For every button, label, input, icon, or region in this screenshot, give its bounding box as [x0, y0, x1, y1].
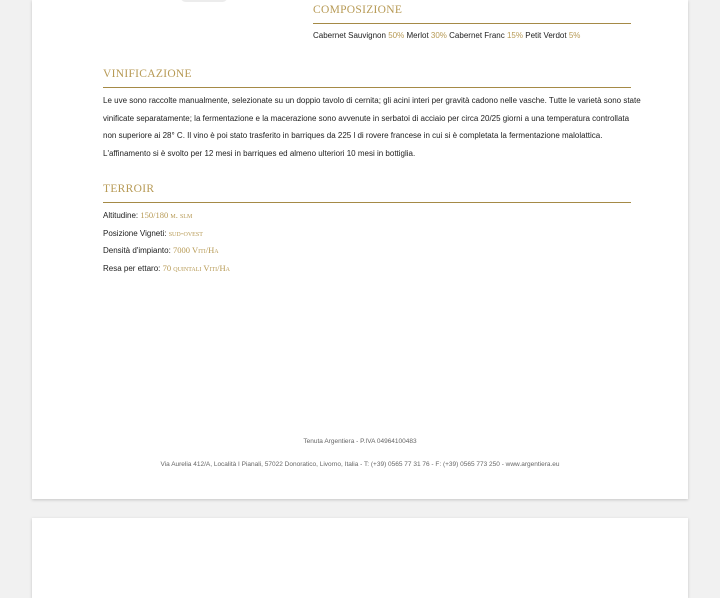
vinificazione-title: VINIFICAZIONE	[103, 68, 192, 80]
composizione-title: COMPOSIZIONE	[313, 4, 403, 16]
terroir-item	[103, 262, 230, 280]
grape-percent: 50%	[388, 31, 405, 40]
vinificazione-text: Le uve sono raccolte manualmente, selezionate su un doppio tavolo di cernita; gli acini interi per gravità cadono nelle vasche. Tutte le varietà sono state vinificate separatamente; la fermentazione e la macerazione sono avvenute in serbatoi di acciaio per circa 20/25 giorni a una temperatura controllata non superiore ai 28° C. Il vino è poi stato trasferito in barriques da 225 l di rovere francese in cui si è completata la fermentazione malolattica. L'affinamento si è svolto per 12 mesi in barriques ed almeno ulteriori 10 mesi in bottiglia.	[103, 96, 641, 158]
terroir-list	[103, 209, 230, 279]
terroir-value: sud-ovest	[168, 227, 203, 238]
document-page	[32, 0, 688, 499]
terroir-label: Densità d'impianto:	[103, 246, 171, 255]
composizione-rule	[313, 23, 631, 24]
terroir-item	[103, 209, 230, 227]
grape-percent: 5%	[568, 31, 581, 40]
terroir-label: Altitudine:	[103, 211, 139, 220]
grape-name: Cabernet Franc	[449, 31, 505, 40]
terroir-item	[103, 227, 230, 245]
grape-name: Petit Verdot	[525, 31, 567, 40]
terroir-value: 150/180 m. slm	[140, 210, 193, 220]
footer-address: Via Aurelia 412/A, Località I Pianali, 57022 Donoratico, Livorno, Italia - T: (+39) 0565 77 31 76 - F: (+39) 0565 773 250 - www.argentiera.eu	[160, 461, 560, 468]
grape-percent: 30%	[430, 31, 447, 40]
grape-percent: 15%	[506, 31, 523, 40]
terroir-rule	[103, 202, 631, 203]
terroir-title: TERROIR	[103, 183, 155, 195]
grape-name: Merlot	[406, 31, 429, 40]
terroir-label: Resa per ettaro:	[103, 263, 161, 273]
footer-company: Tenuta Argentiera - P.IVA 04964100483	[303, 438, 417, 445]
terroir-label: Posizione Vigneti:	[103, 228, 167, 238]
next-page	[32, 518, 688, 598]
bottle-image-edge	[180, 0, 228, 2]
composizione-list	[313, 31, 580, 40]
terroir-value: 70 quintali Viti/Ha	[162, 262, 231, 273]
vinificazione-rule	[103, 87, 631, 88]
terroir-item	[103, 244, 230, 262]
terroir-value: 7000 Viti/Ha	[173, 245, 219, 255]
grape-name: Cabernet Sauvignon	[313, 31, 386, 40]
